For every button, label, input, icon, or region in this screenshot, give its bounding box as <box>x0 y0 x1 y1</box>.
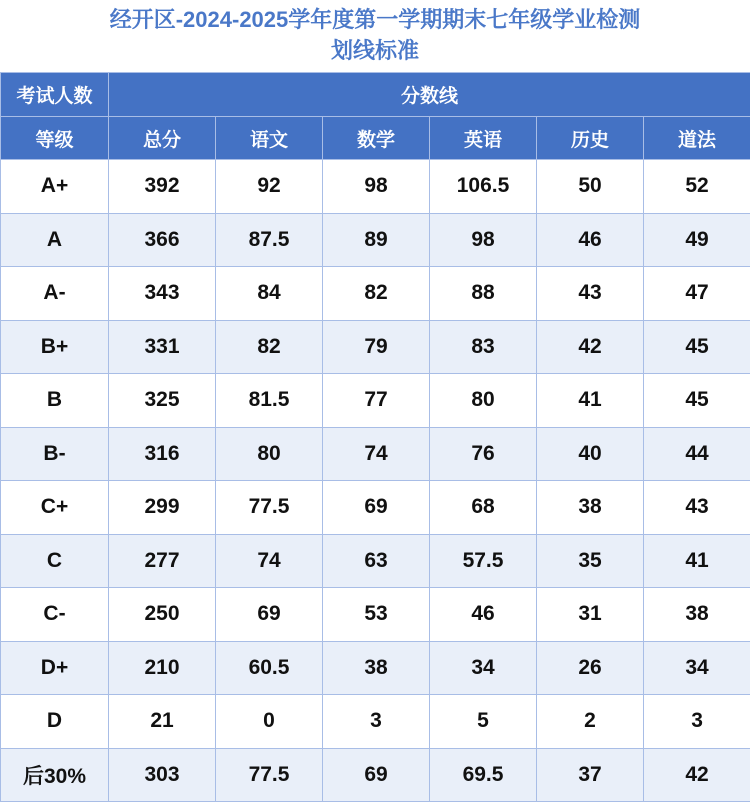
chinese-cell: 81.5 <box>216 374 323 428</box>
grade-cell: C+ <box>1 481 109 535</box>
total-cell: 21 <box>109 695 216 749</box>
chinese-cell: 82 <box>216 320 323 374</box>
col-header-chinese: 语文 <box>216 117 323 160</box>
civics-cell: 3 <box>644 695 750 749</box>
header-score-line: 分数线 <box>109 73 750 117</box>
history-cell: 26 <box>537 641 644 695</box>
chinese-cell: 77.5 <box>216 748 323 802</box>
table-row <box>1 213 750 267</box>
math-cell: 79 <box>323 320 430 374</box>
civics-cell: 44 <box>644 427 750 481</box>
total-cell: 316 <box>109 427 216 481</box>
english-cell: 80 <box>430 374 537 428</box>
total-cell: 303 <box>109 748 216 802</box>
header-row-top <box>1 73 750 117</box>
math-cell: 98 <box>323 160 430 214</box>
title-line-2: 划线标准 <box>330 38 419 63</box>
history-cell: 31 <box>537 588 644 642</box>
grade-cell: C- <box>1 588 109 642</box>
math-cell: 53 <box>323 588 430 642</box>
history-cell: 42 <box>537 320 644 374</box>
chinese-cell: 87.5 <box>216 213 323 267</box>
english-cell: 83 <box>430 320 537 374</box>
history-cell: 46 <box>537 213 644 267</box>
total-cell: 392 <box>109 160 216 214</box>
grade-cell: 后30% <box>1 748 109 802</box>
grade-cell: C <box>1 534 109 588</box>
chinese-cell: 69 <box>216 588 323 642</box>
civics-cell: 49 <box>644 213 750 267</box>
history-cell: 38 <box>537 481 644 535</box>
civics-cell: 47 <box>644 267 750 321</box>
grade-cell: A <box>1 213 109 267</box>
english-cell: 88 <box>430 267 537 321</box>
total-cell: 299 <box>109 481 216 535</box>
english-cell: 68 <box>430 481 537 535</box>
table-row <box>1 320 750 374</box>
chinese-cell: 77.5 <box>216 481 323 535</box>
english-cell: 76 <box>430 427 537 481</box>
title-line-1: 经开区-2024-2025学年度第一学期期末七年级学业检测 <box>109 7 641 32</box>
grade-cell: B- <box>1 427 109 481</box>
math-cell: 69 <box>323 748 430 802</box>
chinese-cell: 74 <box>216 534 323 588</box>
table-row <box>1 267 750 321</box>
grade-cell: A+ <box>1 160 109 214</box>
total-cell: 250 <box>109 588 216 642</box>
english-cell: 57.5 <box>430 534 537 588</box>
col-header-history: 历史 <box>537 117 644 160</box>
history-cell: 2 <box>537 695 644 749</box>
col-header-total: 总分 <box>109 117 216 160</box>
math-cell: 82 <box>323 267 430 321</box>
grade-cell: A- <box>1 267 109 321</box>
english-cell: 5 <box>430 695 537 749</box>
col-header-grade: 等级 <box>1 117 109 160</box>
civics-cell: 34 <box>644 641 750 695</box>
english-cell: 106.5 <box>430 160 537 214</box>
table-row <box>1 481 750 535</box>
total-cell: 277 <box>109 534 216 588</box>
total-cell: 366 <box>109 213 216 267</box>
history-cell: 50 <box>537 160 644 214</box>
math-cell: 77 <box>323 374 430 428</box>
table-row <box>1 695 750 749</box>
civics-cell: 43 <box>644 481 750 535</box>
grade-cell: D+ <box>1 641 109 695</box>
english-cell: 34 <box>430 641 537 695</box>
chinese-cell: 60.5 <box>216 641 323 695</box>
civics-cell: 41 <box>644 534 750 588</box>
math-cell: 69 <box>323 481 430 535</box>
math-cell: 63 <box>323 534 430 588</box>
grade-cell: B <box>1 374 109 428</box>
grade-cell: D <box>1 695 109 749</box>
header-row-columns <box>1 117 750 160</box>
table-row <box>1 748 750 802</box>
chinese-cell: 84 <box>216 267 323 321</box>
math-cell: 74 <box>323 427 430 481</box>
civics-cell: 42 <box>644 748 750 802</box>
table-row <box>1 534 750 588</box>
history-cell: 41 <box>537 374 644 428</box>
table-body <box>1 160 750 802</box>
col-header-english: 英语 <box>430 117 537 160</box>
header-exam-count: 考试人数 <box>1 73 109 117</box>
math-cell: 38 <box>323 641 430 695</box>
grade-cell: B+ <box>1 320 109 374</box>
table-row <box>1 641 750 695</box>
english-cell: 69.5 <box>430 748 537 802</box>
table-row <box>1 374 750 428</box>
history-cell: 43 <box>537 267 644 321</box>
table-row <box>1 588 750 642</box>
table-row <box>1 427 750 481</box>
total-cell: 210 <box>109 641 216 695</box>
history-cell: 35 <box>537 534 644 588</box>
history-cell: 40 <box>537 427 644 481</box>
english-cell: 98 <box>430 213 537 267</box>
score-table <box>0 72 750 802</box>
total-cell: 331 <box>109 320 216 374</box>
table-row <box>1 160 750 214</box>
civics-cell: 45 <box>644 374 750 428</box>
col-header-civics: 道法 <box>644 117 750 160</box>
page-title <box>0 0 750 72</box>
chinese-cell: 80 <box>216 427 323 481</box>
total-cell: 343 <box>109 267 216 321</box>
math-cell: 3 <box>323 695 430 749</box>
chinese-cell: 0 <box>216 695 323 749</box>
english-cell: 46 <box>430 588 537 642</box>
civics-cell: 52 <box>644 160 750 214</box>
civics-cell: 38 <box>644 588 750 642</box>
history-cell: 37 <box>537 748 644 802</box>
civics-cell: 45 <box>644 320 750 374</box>
chinese-cell: 92 <box>216 160 323 214</box>
total-cell: 325 <box>109 374 216 428</box>
math-cell: 89 <box>323 213 430 267</box>
col-header-math: 数学 <box>323 117 430 160</box>
